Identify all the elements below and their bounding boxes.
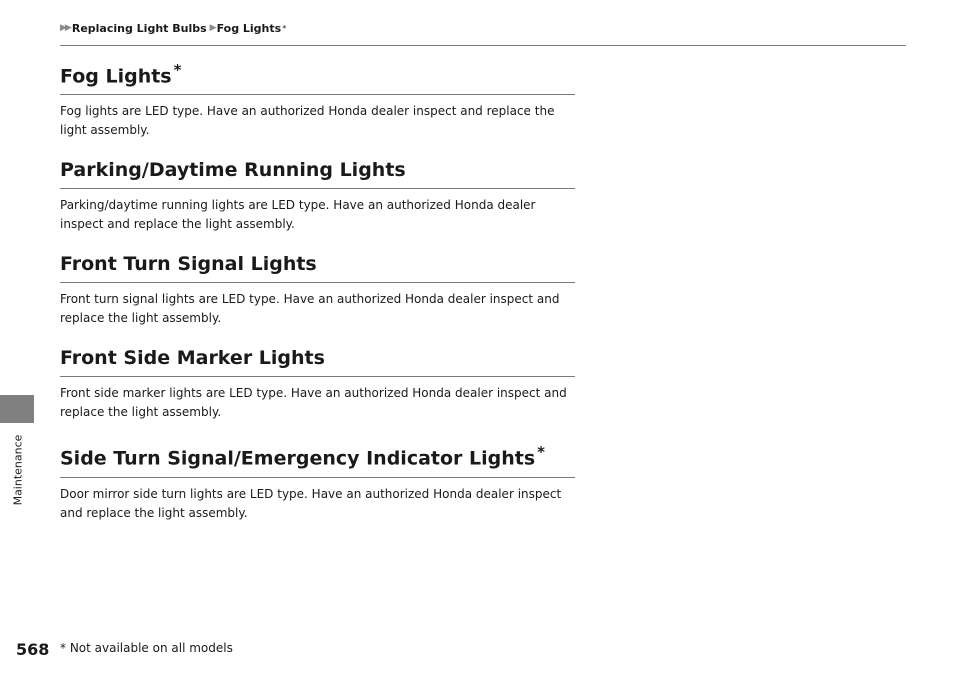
- page-number: 568: [16, 640, 50, 659]
- section-body: Front side marker lights are LED type. Have an authorized Honda dealer inspect and replace the light assembly.: [60, 386, 567, 420]
- double-arrow-icon: ▶▶: [60, 23, 70, 33]
- main-content: [60, 58, 575, 541]
- section-body: Fog lights are LED type. Have an authorized Honda dealer inspect and replace the light assembly.: [60, 104, 555, 138]
- not-all-models-marker: *: [282, 23, 287, 33]
- not-all-models-marker: *: [173, 61, 182, 79]
- breadcrumb-current-fog-lights[interactable]: Fog Lights: [216, 21, 282, 35]
- footnote: * Not available on all models: [60, 641, 233, 655]
- section-front-turn-signal-lights: [60, 252, 575, 328]
- chapter-label: Maintenance: [11, 434, 25, 506]
- arrow-icon: ▶: [209, 23, 215, 33]
- breadcrumb: [60, 18, 286, 38]
- section-fog-lights: [60, 58, 575, 140]
- section-heading: Front Turn Signal Lights: [60, 252, 575, 283]
- section-front-side-marker-lights: [60, 346, 575, 422]
- section-heading: Fog Lights *: [60, 58, 575, 95]
- section-body: Parking/daytime running lights are LED type. Have an authorized Honda dealer inspect and replace the light assembly.: [60, 198, 536, 232]
- section-parking-daytime-running-lights: [60, 158, 575, 234]
- section-heading: Side Turn Signal/Emergency Indicator Lights *: [60, 440, 575, 477]
- section-heading: Parking/Daytime Running Lights: [60, 158, 575, 189]
- section-heading: Front Side Marker Lights: [60, 346, 575, 377]
- chapter-tab[interactable]: [0, 395, 34, 423]
- section-body: Door mirror side turn lights are LED type. Have an authorized Honda dealer inspect and replace the light assembly.: [60, 486, 562, 520]
- not-all-models-marker: *: [537, 443, 546, 462]
- section-body: Front turn signal lights are LED type. Have an authorized Honda dealer inspect and replace the light assembly.: [60, 292, 560, 326]
- section-side-turn-signal-lights: [60, 440, 575, 522]
- header-divider: [60, 45, 906, 46]
- breadcrumb-link-replacing-light-bulbs[interactable]: Replacing Light Bulbs: [71, 21, 207, 35]
